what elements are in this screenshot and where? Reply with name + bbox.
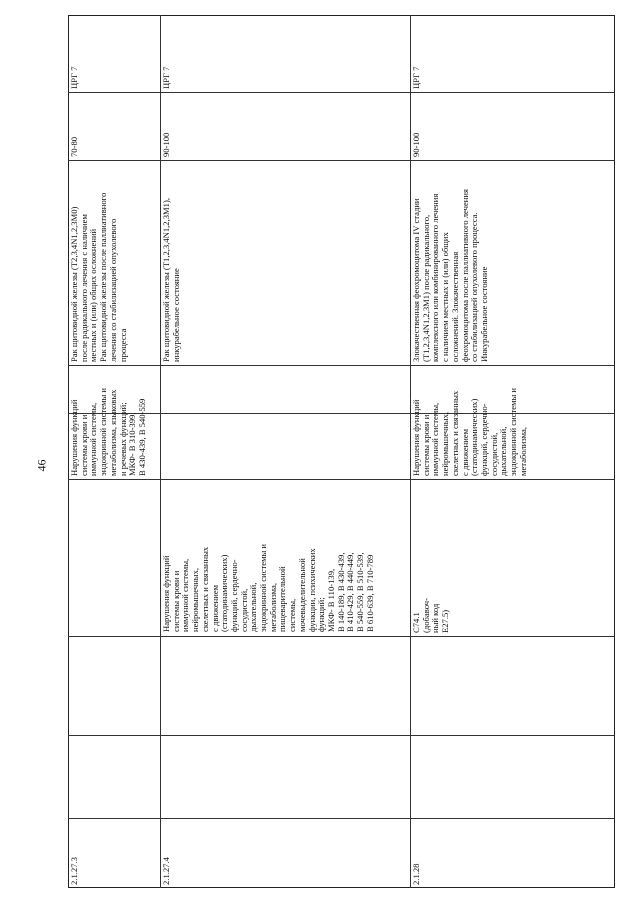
row-2-1-28-description: Злокачественная феохромоцитома IV стадии (Т1,2,3,4N1,2,3M1) после радикального, комплексного или комбинированного лечения с наличием местных и (или) общих осложнений. Злокачественная феохромоцитома после паллиативного лечения со стабилизацией опухолевого процесса. Инкурабельное состояние [411,189,489,362]
row-2-1-27-3-impairments: Нарушения функций системы крови и иммунной системы, эндокринной системы и метаболизма, языковых и речевых функций; МКФ- В 310-399, В 430-439, В 540-559 [69,387,147,476]
row-2-1-27-3-group: ЦРГ 7 [69,66,79,89]
page-number: 46 [34,459,49,472]
row-2-1-27-3-code: 2.1.27.3 [69,857,79,885]
column-divider [68,735,615,736]
row-2-1-28-impairments: Нарушения функций системы крови и иммунной системы, нейромышечных, скелетных и связанных с движением (статодинамических) функций, сердечно- сосудистой, дыхательной, эндокринной системы и метаболизма, [411,387,528,476]
row-2-1-28-percent: 90-100 [411,132,421,157]
row-2-1-28-icd-code: С74.1 (добавоч- ный код Е27.5) [411,598,451,633]
row-2-1-27-4-description: Рак щитовидной железы (Т1,2,3,4N1,2,3M1), инкурабельное состояние [161,198,181,362]
row-2-1-28-group: ЦРГ 7 [411,66,421,89]
row-2-1-27-4-code: 2.1.27.4 [161,857,171,885]
row-2-1-27-3-percent: 70-80 [69,136,79,157]
column-divider [68,636,615,637]
row-2-1-27-3-description: Рак щитовидной железы (Т2,3,4N1,2,3M0) после радикального лечения с наличием местных и (или) общих осложнений Рак щитовидной железы после паллиативного лечения со стабилизацией опухолевого процесса [69,192,128,362]
row-2-1-28-code: 2.1.28 [411,863,421,885]
row-2-1-27-4-percent: 90-100 [161,132,171,157]
row-2-1-27-4-group: ЦРГ 7 [161,66,171,89]
row-2-1-27-4-impairments: Нарушения функций системы крови и иммунной системы, нейромышечных, скелетных и связанных с движением (статодинамических) функций, сердечно- сосудистой, дыхательной, эндокринной системы и метаболизма, пищеварительной системы, мочевыделительной функции, психических функций; МКФ- В 110-139, В 140-189, В 430-439, В 410-429, В 440-449, В 540-559, В 510-539, В 610-639, В 710-789 [161,543,375,632]
